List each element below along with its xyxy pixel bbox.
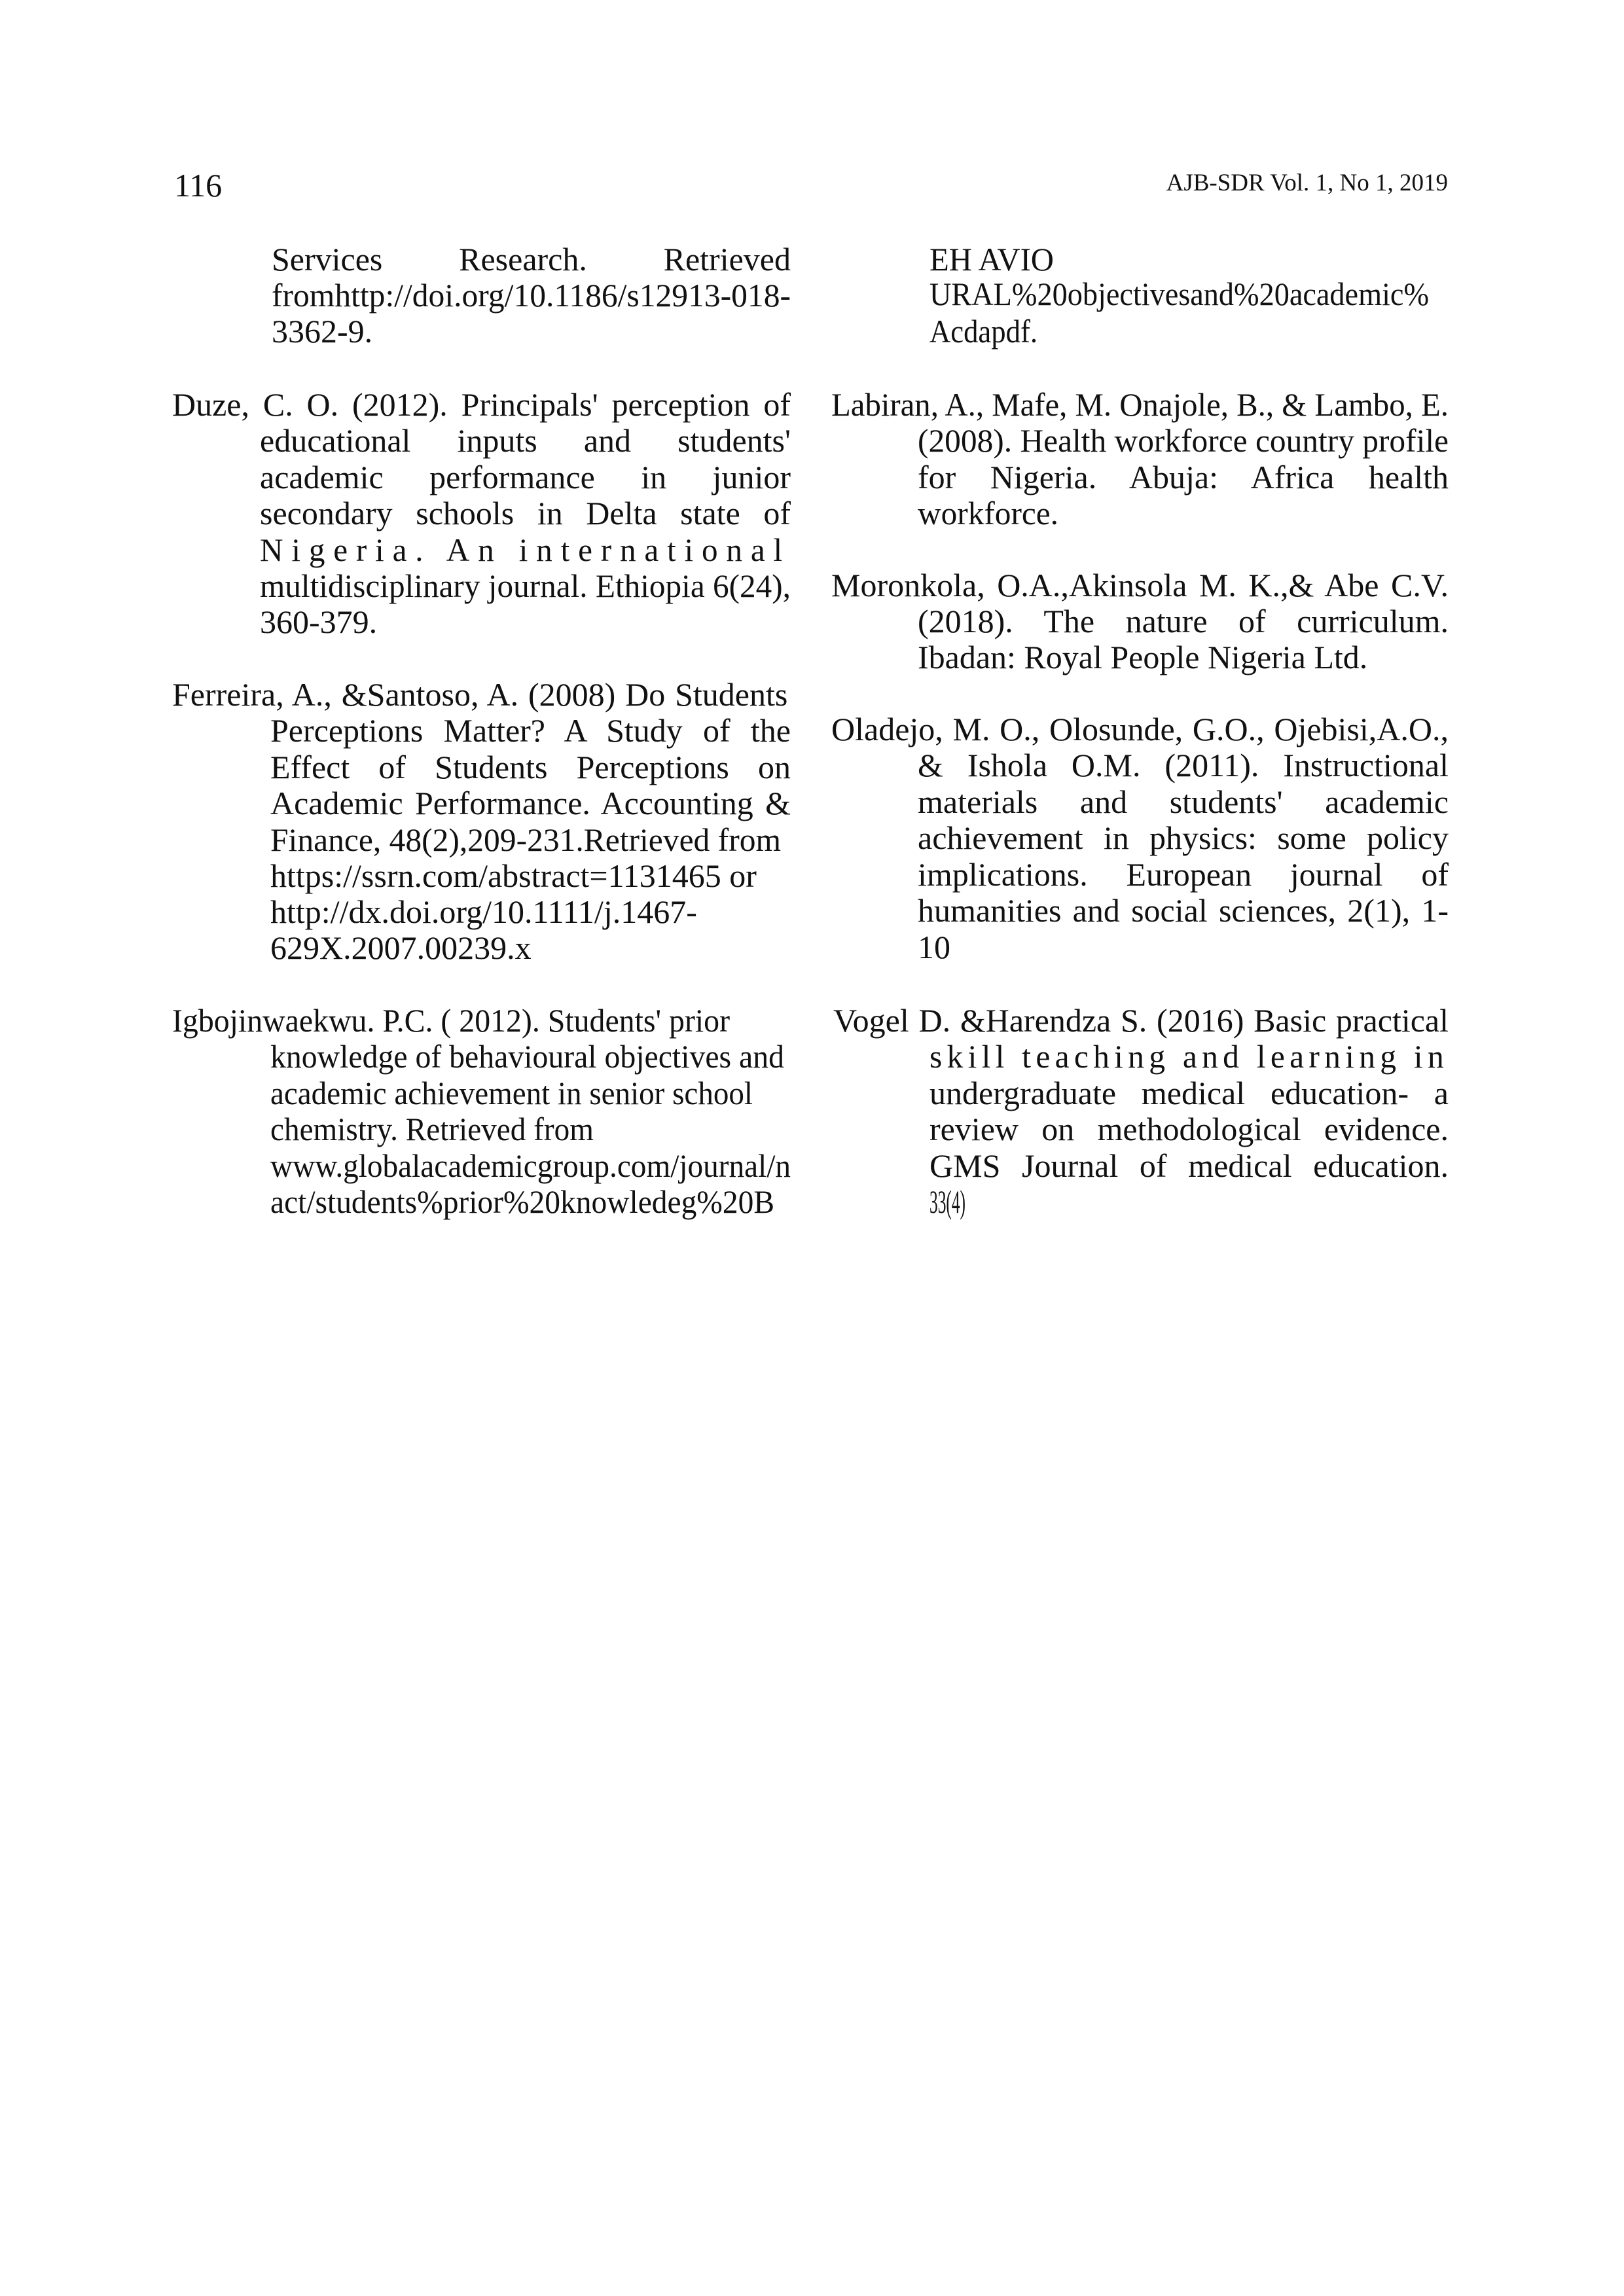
reference-line-text: achievement in physics: some policy [918,819,1449,856]
reference-line-text: (2018). The nature of curriculum. [918,603,1449,639]
reference-line-text: Academic Performance. Accounting & [270,785,791,821]
reference-line-text: 360-379. [260,603,378,640]
reference-line-text: Ibadan: Royal People Nigeria Ltd. [918,639,1368,675]
reference-line-text: 33(4) [929,1183,965,1220]
reference-line-text: implications. European journal of [918,856,1449,893]
reference-line-text: Ferreira, A., &Santoso, A. (2008) Do Students [172,676,788,713]
reference-line-text: GMS Journal of medical education. [929,1147,1449,1184]
reference-line-text: knowledge of behavioural objectives and [270,1038,784,1075]
reference-line-text: workforce. [918,495,1058,531]
reference-line-text: www.globalacademicgroup.com/journal/n [270,1147,791,1184]
reference-line-text: Services Research. Retrieved [272,241,791,278]
reference-line-text: Vogel D. &Harendza S. (2016) Basic practical [833,1002,1449,1039]
reference-line-text: & Ishola O.M. (2011). Instructional [918,747,1449,783]
reference-line-text: review on methodological evidence. [929,1111,1449,1147]
reference-line-text: act/students%prior%20knowledeg%20B [270,1183,774,1220]
reference-line-text: Moronkola, O.A.,Akinsola M. K.,& Abe C.V. [831,567,1449,603]
reference-line-text: multidisciplinary journal. Ethiopia 6(24), [260,567,791,604]
reference-line-text: undergraduate medical education- a [929,1075,1449,1111]
reference-line-text: 10 [918,929,950,965]
reference-line-text: URAL%20objectivesand%20academic% [929,276,1429,312]
reference-line-text: for Nigeria. Abuja: Africa health [918,459,1449,495]
reference-line-text: (2008). Health workforce country profile [918,422,1449,459]
reference-line-text: fromhttp://doi.org/10.1186/s12913-018- [272,277,791,314]
reference-line-text: Acdapdf. [929,313,1038,350]
reference-line-text: EH AVIO [929,241,1054,278]
reference-line-text: Nigeria. An international [260,531,791,568]
reference-line-text: Labiran, A., Mafe, M. Onajole, B., & Lambo, E. [831,386,1449,423]
reference-line-text: https://ssrn.com/abstract=1131465 or [270,857,757,894]
reference-line-text: materials and students' academic [918,783,1449,820]
reference-line-text: 3362-9. [272,313,373,350]
reference-line-text: academic performance in junior [260,459,791,495]
reference-line-text: chemistry. Retrieved from [270,1111,594,1147]
reference-line-text: skill teaching and learning in [929,1038,1449,1075]
reference-line-text: Finance, 48(2),209-231.Retrieved from [270,821,781,858]
page-number-text: 116 [174,167,223,204]
reference-line-text: academic achievement in senior school [270,1075,753,1111]
reference-line-text: educational inputs and students' [260,422,791,459]
reference-line-text: Duze, C. O. (2012). Principals' perception of [172,386,791,423]
reference-line-text: http://dx.doi.org/10.1111/j.1467- [270,893,697,930]
reference-line-text: Oladejo, M. O., Olosunde, G.O., Ojebisi,A.O., [831,711,1449,747]
reference-line-text: humanities and social sciences, 2(1), 1- [918,892,1449,929]
reference-line-text: secondary schools in Delta state of [260,495,791,531]
reference-line-text: Effect of Students Perceptions on [270,749,791,785]
reference-line-text: 629X.2007.00239.x [270,929,532,966]
running-head-text: AJB-SDR Vol. 1, No 1, 2019 [1166,170,1448,196]
reference-line-text: Igbojinwaekwu. P.C. ( 2012). Students' prior [172,1002,730,1039]
reference-line-text: Perceptions Matter? A Study of the [270,712,791,749]
